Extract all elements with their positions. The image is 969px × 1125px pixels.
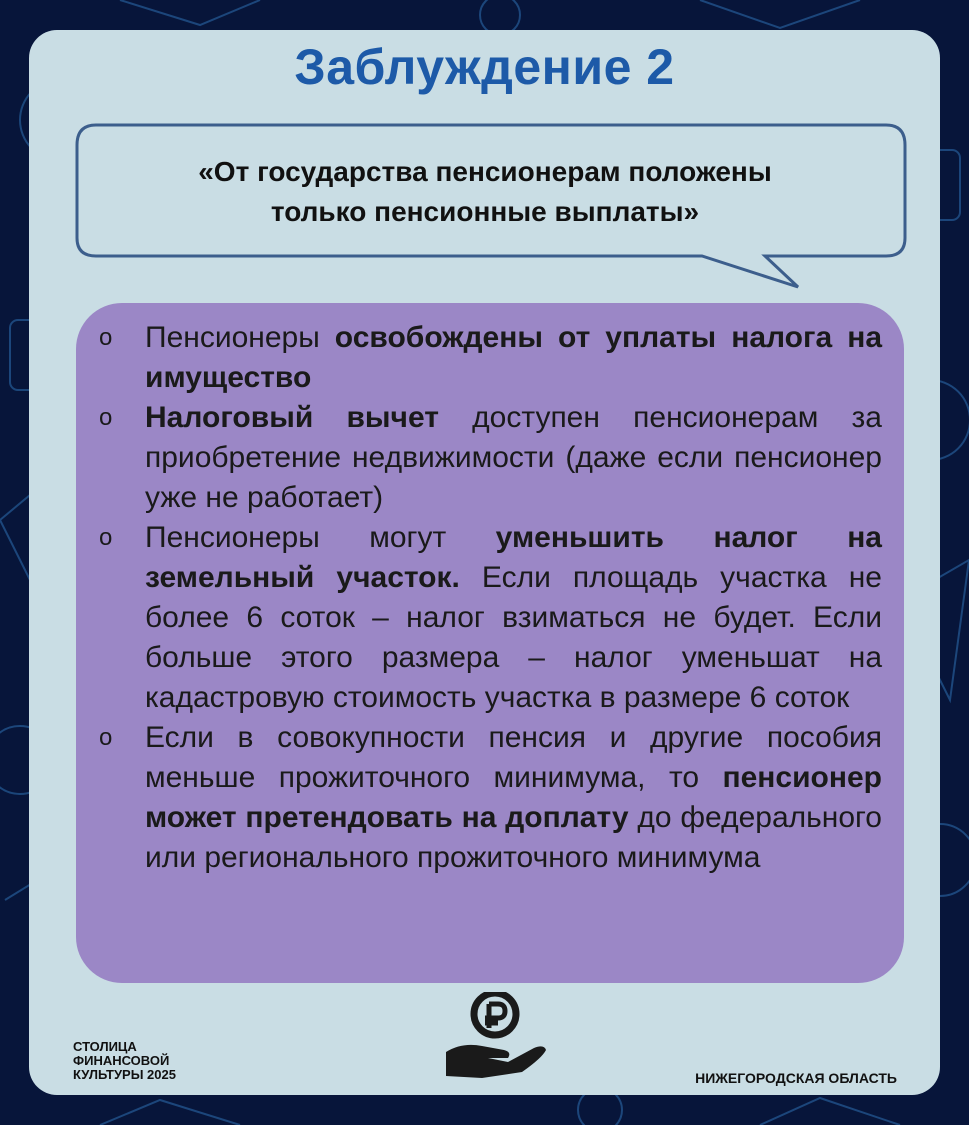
quote-line: только пенсионные выплаты» <box>270 196 700 227</box>
list-item <box>97 718 882 878</box>
bullet-marker: o <box>99 324 113 351</box>
bold-text: освобождены от уплаты налога на имущество <box>145 321 883 394</box>
list-text: доступен пенсионерам за приобретение недвижимости (даже если пенсионер уже не работает) <box>145 401 882 514</box>
bold-text: Налоговый вычет <box>145 401 439 434</box>
bullet-marker: o <box>99 404 113 431</box>
brand-line: ФИНАНСОВОЙ <box>73 1053 170 1068</box>
brand-line: СТОЛИЦА <box>73 1039 137 1054</box>
bold-text: уменьшить налог на земельный участок. <box>145 521 882 594</box>
list-item <box>97 398 882 518</box>
list-item <box>97 318 882 398</box>
brand-line: КУЛЬТУРЫ 2025 <box>73 1067 176 1082</box>
quote-text <box>100 152 870 232</box>
facts-list <box>97 318 882 878</box>
page-title: Заблуждение 2 <box>294 39 675 95</box>
ruble-coin-hand-icon <box>442 992 548 1082</box>
quote-line: «От государства пенсионерам положены <box>198 156 772 187</box>
list-item <box>97 518 882 718</box>
list-text: до федерального или регионального прожиточного минимума <box>145 801 882 874</box>
list-text: Пенсионеры <box>145 321 335 354</box>
brand-label <box>73 1040 176 1082</box>
list-text: Пенсионеры могут <box>145 521 496 554</box>
quote-bubble <box>0 0 969 300</box>
region-label: НИЖЕГОРОДСКАЯ ОБЛАСТЬ <box>695 1070 897 1086</box>
list-text: Если площадь участка не более 6 соток – налог взиматься не будет. Если больше этого размера – налог уменьшат на кадастровую стоимость участка в размере 6 соток <box>145 561 882 714</box>
list-text: Если в совокупности пенсия и другие пособия меньше прожиточного минимума, то <box>145 721 882 794</box>
bullet-marker: o <box>99 724 113 751</box>
bullet-marker: o <box>99 524 113 551</box>
bold-text: пенсионер может претендовать на доплату <box>145 761 882 834</box>
